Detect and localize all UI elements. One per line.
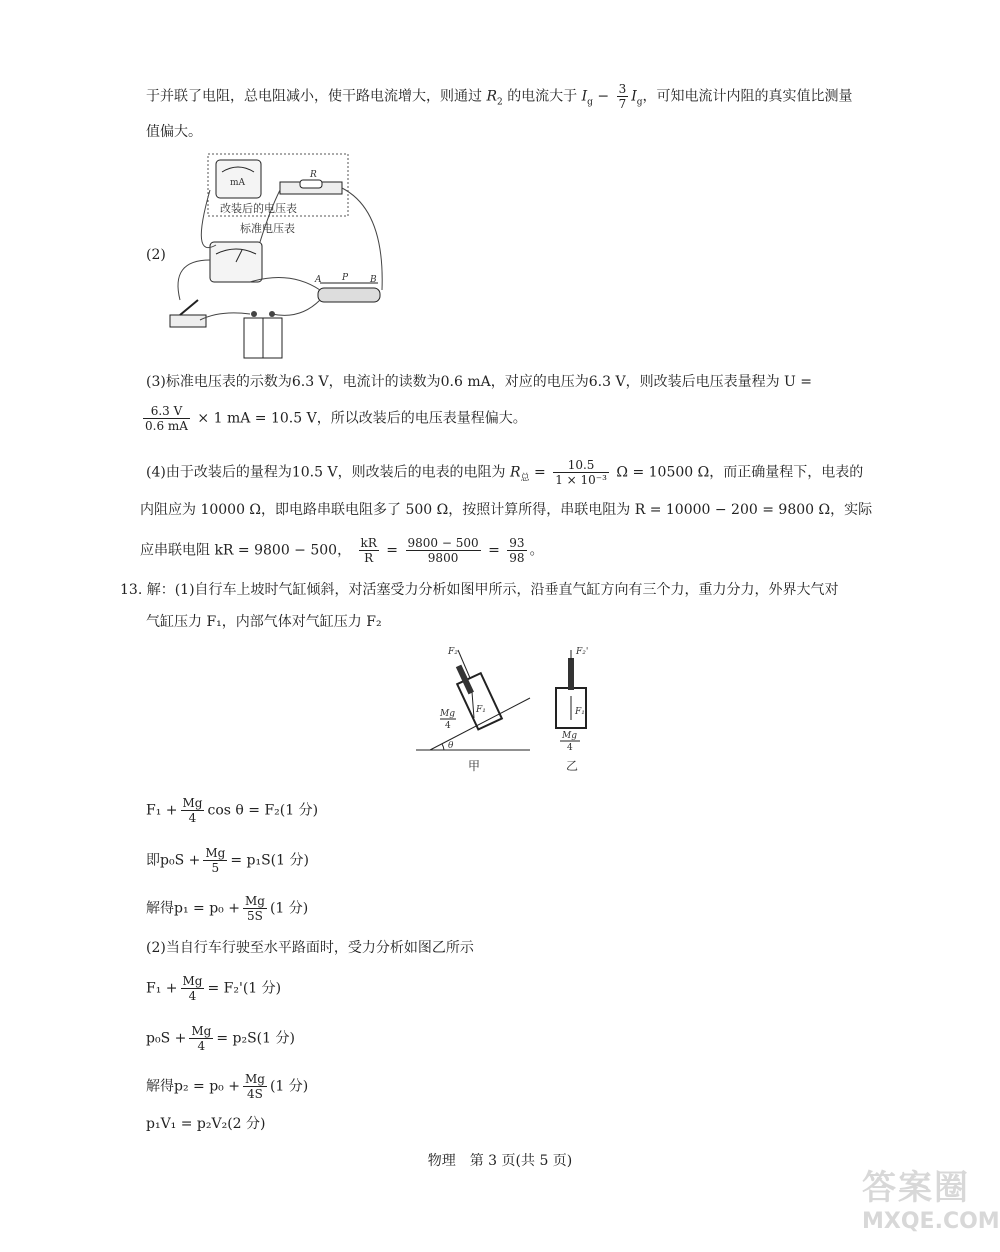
text: 值偏大。	[146, 124, 202, 140]
fraction: $\frac{10.5}{\text{1 × 10⁻³}}$	[555, 458, 607, 487]
text: 。	[529, 542, 544, 559]
text: Ω = 10500 Ω，而正确量程下，电表的	[616, 464, 864, 481]
equation: 即p₀S + $\frac{Mg}{5}$ = p₁S(1 分)	[146, 846, 309, 875]
rheostat-a-label: A	[315, 275, 322, 285]
equation: (2)当自行车行驶至水平路面时，受力分析如图乙所示	[146, 940, 474, 956]
four-label: 4	[567, 743, 573, 753]
equation: F₁ + $\frac{Mg}{4}$ = F₂'(1 分)	[146, 974, 282, 1003]
paragraph-line	[146, 612, 382, 632]
text: × 1 mA = 10.5 V，所以改装后的电压表量程偏大。	[197, 410, 527, 427]
paragraph-line	[140, 500, 872, 520]
four-label: 4	[445, 721, 451, 731]
f1-label: F₁	[476, 705, 486, 715]
text: 内阻应为 10000 Ω，即电路串联电阻多了 500 Ω，按照计算所得，串联电阻为 R = 10000 − 200 = 9800 Ω，实际	[140, 502, 873, 518]
yi-label: 乙	[566, 759, 579, 773]
rheostat-b-label: B	[370, 275, 377, 285]
f2-prime-label: F₂'	[576, 647, 589, 657]
equation: p₀S + $\frac{Mg}{4}$ = p₂S(1 分)	[146, 1024, 295, 1053]
paragraph-line	[146, 122, 202, 142]
text: (3)标准电压表的示数为6.3 V，电流计的读数为0.6 mA，对应的电压为6.3 V，则改装后电压表量程为 U =	[146, 374, 813, 390]
rheostat-p-label: P	[342, 273, 349, 283]
jia-label: 甲	[468, 759, 481, 773]
mg-label: Mg	[440, 709, 455, 719]
f2-label: F₂	[448, 647, 458, 657]
fraction: $\frac{6.3 V}{0.6 mA}$	[145, 404, 188, 433]
equation: p₁V₁ = p₂V₂(2 分)	[146, 1116, 266, 1132]
force-diagram	[410, 640, 610, 780]
fraction: $\frac{9800 - 500}{9800}$	[407, 536, 479, 565]
modified-meter-label: 改装后的电压表	[220, 202, 297, 215]
fraction: $\frac{kR}{R}$	[360, 536, 377, 565]
equation: 解得p₂ = p₀ + $\frac{Mg}{4S}$ (1 分)	[146, 1072, 309, 1101]
paragraph-line	[140, 404, 527, 433]
paragraph-line: (4)由于改装后的量程为10.5 V，则改装后的电表的电阻为 $R_总$ = $\frac{10.5}{\text{1 × 10⁻³}}$ Ω = 10500 Ω，而正确量程下，电表的	[146, 458, 864, 487]
paragraph-line: 应串联电阻 kR = 9800 − 500， $\frac{kR}{R}$ = $\frac{9800 - 500}{9800}$ = $\frac{93}{98}$ 。	[140, 536, 544, 565]
paragraph-line: 于并联了电阻，总电阻减小，使干路电流增大，则通过 $R_2$ 的电流大于 $I_g$ − $\frac{3}{7}$ $I_g$，可知电流计内阻的真实值比测量	[146, 82, 853, 111]
text: (2)	[146, 247, 166, 263]
text: 于并联了电阻，总电阻减小，使干路电流增大，则通过	[146, 88, 482, 105]
paragraph-line	[146, 372, 812, 392]
equation: F₁ + $\frac{Mg}{4}$ cos θ = F₂(1 分)	[146, 796, 319, 825]
fraction: $\frac{3}{7}$	[618, 82, 627, 111]
equation: 解得p₁ = p₀ + $\frac{Mg}{5S}$ (1 分)	[146, 894, 309, 923]
text: (4)由于改装后的量程为10.5 V，则改装后的电表的电阻为	[146, 464, 506, 481]
text: 气缸压力 F₁，内部气体对气缸压力 F₂	[146, 614, 382, 630]
meter-label: mA	[230, 178, 246, 188]
text: 13. 解：(1)自行车上坡时气缸倾斜，对活塞受力分析如图甲所示，沿垂直气缸方向有三个力，重力分力，外界大气对	[120, 582, 839, 598]
circuit-figure	[160, 150, 400, 360]
mg-label: Mg	[562, 731, 577, 741]
fraction: $\frac{93}{98}$	[509, 536, 525, 565]
page-footer: 物理 第 3 页(共 5 页)	[427, 1153, 573, 1169]
text: 的电流大于	[507, 88, 578, 105]
text: ，可知电流计内阻的真实值比测量	[642, 88, 853, 105]
resistor-label: R	[310, 170, 317, 180]
theta-label: θ	[448, 741, 454, 751]
standard-meter-label: 标准电压表	[240, 222, 295, 235]
f1-label: F₁	[575, 707, 585, 717]
text: 应串联电阻 kR = 9800 − 500，	[140, 542, 352, 559]
paragraph-line	[120, 580, 839, 600]
watermark-logo: 答案圈 MXQE.COM	[862, 1168, 1000, 1234]
